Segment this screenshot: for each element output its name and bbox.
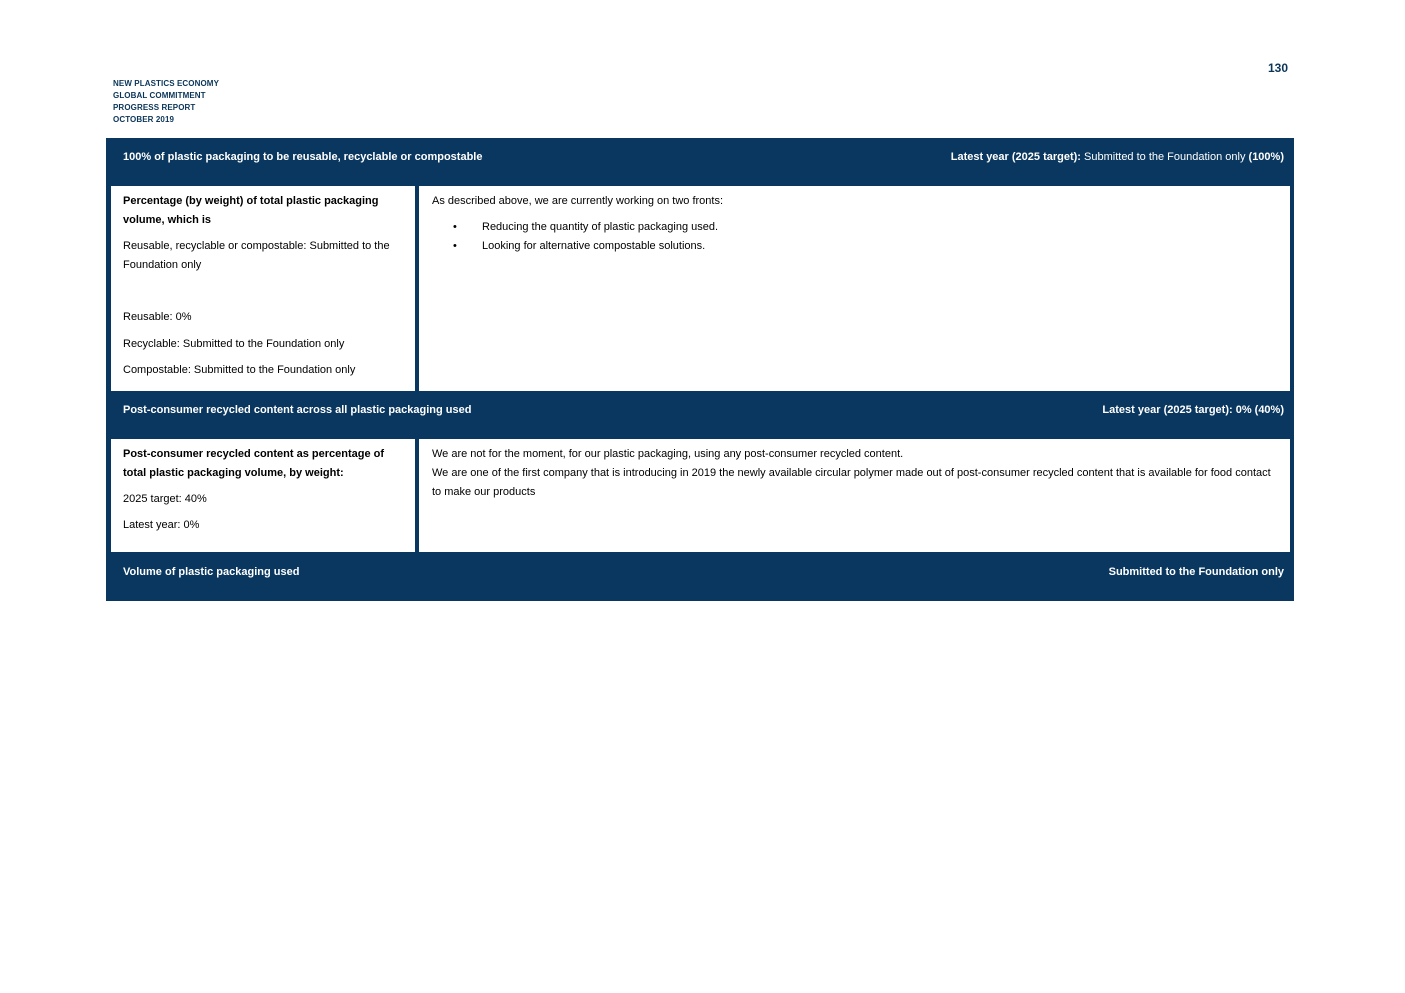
metric-reusable: Reusable: 0% [123,311,192,323]
status-target: (100%) [1248,151,1284,163]
report-meta [113,78,219,126]
metric-heading: Post-consumer recycled content as percentage of total plastic packaging volume, by weight: [123,448,385,479]
section-title: Post-consumer recycled content across all plastic packaging used [123,404,472,416]
report-title-line: PROGRESS REPORT [113,103,196,112]
report-title-line: NEW PLASTICS ECONOMY [113,79,220,88]
section-title: Volume of plastic packaging used [123,566,300,578]
commentary-cell-packaging [419,186,1290,391]
report-date: OCTOBER 2019 [113,115,175,124]
section-status: Submitted to the Foundation only [1108,566,1284,578]
commentary-line: We are not for the moment, for our plastic packaging, using any post-consumer recycled content. [432,448,904,460]
commentary-bullets [432,218,1278,256]
commentary-cell-recycled-content [419,439,1290,552]
section-header-packaging [123,150,1284,164]
section-title: 100% of plastic packaging to be reusable, recyclable or compostable [123,151,483,163]
page-number: 130 [1267,61,1288,75]
section-header-volume [123,565,1284,579]
report-title-line: GLOBAL COMMITMENT [113,91,206,100]
metric-heading: Percentage (by weight) of total plastic packaging volume, which is [123,195,379,226]
metric-recyclable: Recyclable: Submitted to the Foundation only [123,338,345,350]
section-header-recycled-content [123,403,1284,417]
metric-target: 2025 target: 40% [123,493,207,505]
metric-cell-packaging [111,186,415,391]
metric-cell-recycled-content [111,439,415,552]
commentary-line: We are one of the first company that is introducing in 2019 the newly available circular polymer made out of post-consumer recycled content that is available for food contact to make our products [432,467,1271,498]
section-status [951,151,1284,163]
metric-compostable: Compostable: Submitted to the Foundation only [123,364,356,376]
list-item: • Looking for alternative compostable solutions. [482,237,1278,256]
metric-latest: Latest year: 0% [123,519,200,531]
status-label: Latest year (2025 target): [950,151,1081,163]
commitments-panel [106,138,1294,601]
commentary-intro: As described above, we are currently working on two fronts: [432,195,724,207]
metric-summary: Reusable, recyclable or compostable: Submitted to the Foundation only [123,240,390,271]
section-status: Latest year (2025 target): 0% (40%) [1102,404,1284,416]
list-item: • Reducing the quantity of plastic packaging used. [482,218,1278,237]
status-value: Submitted to the Foundation only [1080,151,1249,163]
